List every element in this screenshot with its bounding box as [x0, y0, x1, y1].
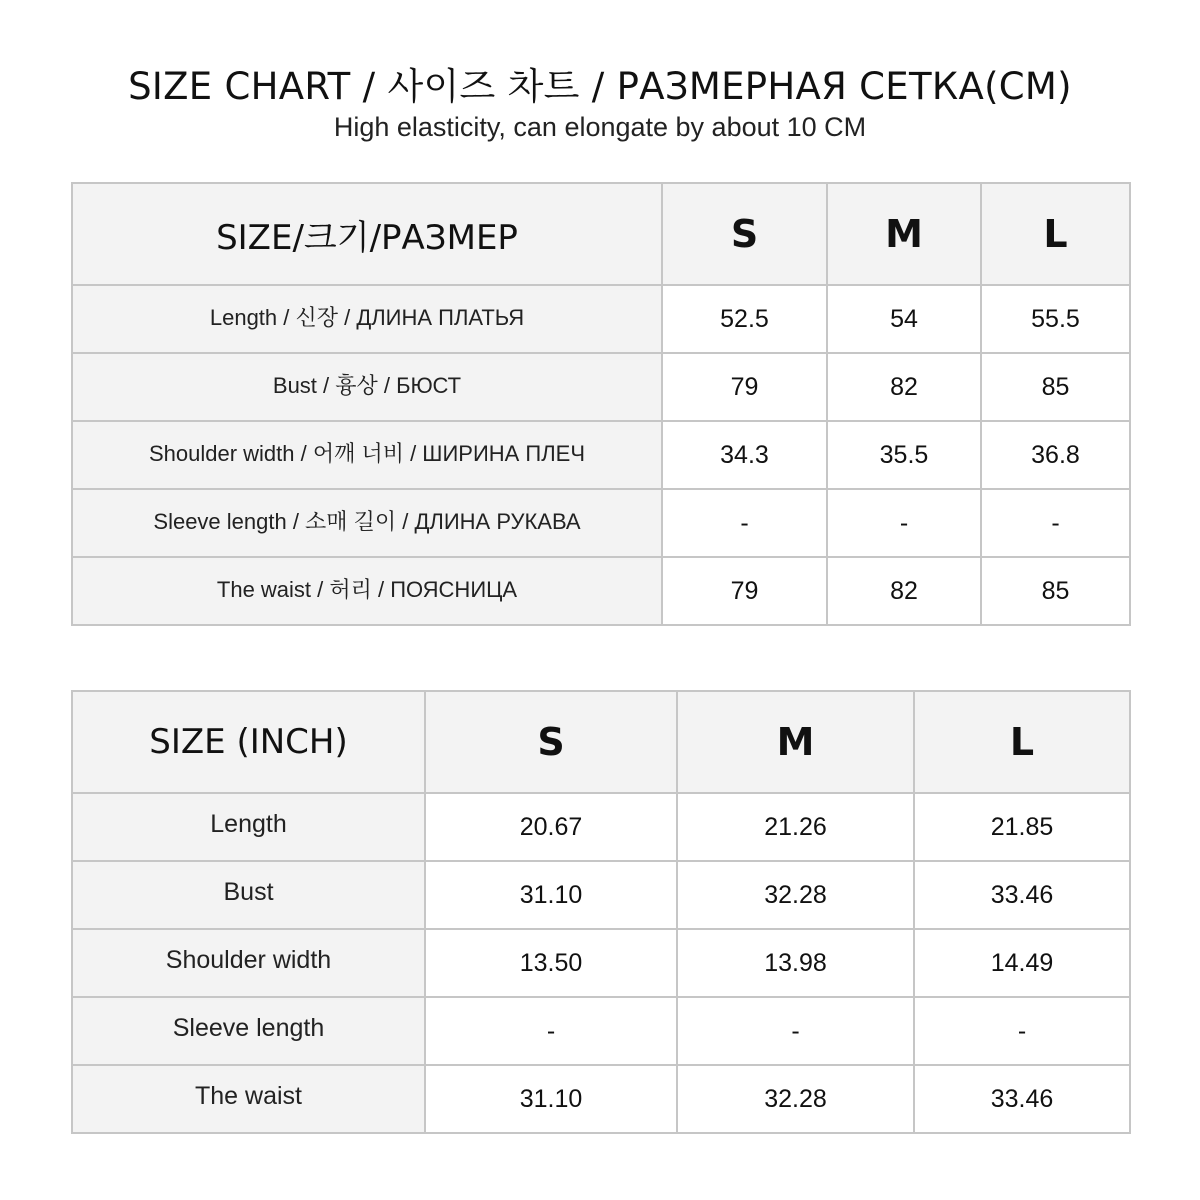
row-label-shoulder-width: [72, 929, 425, 997]
row-label-waist: [72, 1065, 425, 1133]
size-header-m: M: [827, 183, 981, 285]
row-label-text: Shoulder width: [165, 945, 332, 974]
table-row: [72, 489, 1130, 557]
table-row: [72, 353, 1130, 421]
table-row: [72, 861, 1130, 929]
value-cell: 31.10: [425, 861, 677, 929]
size-header-m: M: [677, 691, 914, 793]
value-cell: 54: [827, 285, 981, 353]
row-label-text: Sleeve length: [172, 1013, 325, 1042]
value-cell: 85: [981, 557, 1130, 625]
row-label-text: Sleeve length / 소매 길이 / ДЛИНА РУКАВА: [153, 508, 581, 534]
row-label-text: Length / 신장 / ДЛИНА ПЛАТЬЯ: [209, 304, 525, 330]
row-label-sleeve-length: [72, 997, 425, 1065]
page-title: SIZE CHART / 사이즈 차트 / РАЗМЕРНАЯ СЕТКА(CM): [128, 65, 1072, 108]
row-label-text: The waist: [195, 1081, 302, 1110]
row-label-bust: [72, 353, 662, 421]
value-cell: 34.3: [662, 421, 827, 489]
value-cell: 33.46: [914, 1065, 1130, 1133]
row-label-text: Bust: [223, 877, 274, 906]
size-column-header: SIZE (INCH): [72, 691, 425, 793]
table-header-row: [72, 691, 1130, 793]
value-cell: -: [662, 489, 827, 557]
value-cell: 32.28: [677, 1065, 914, 1133]
value-cell: 20.67: [425, 793, 677, 861]
value-cell: 13.50: [425, 929, 677, 997]
table-row: [72, 557, 1130, 625]
row-label-shoulder-width: [72, 421, 662, 489]
value-cell: 79: [662, 353, 827, 421]
row-label-length: [72, 285, 662, 353]
value-cell: 82: [827, 557, 981, 625]
size-chart-inch-table: [71, 690, 1131, 1134]
size-header-l: L: [914, 691, 1130, 793]
row-label-waist: [72, 557, 662, 625]
row-label-text: The waist / 허리 / ПОЯСНИЦА: [216, 576, 518, 602]
value-cell: 52.5: [662, 285, 827, 353]
value-cell: 32.28: [677, 861, 914, 929]
page-subtitle: High elasticity, can elongate by about 10 CM: [333, 112, 867, 142]
row-label-text: Length: [210, 809, 287, 838]
value-cell: 36.8: [981, 421, 1130, 489]
row-label-bust: [72, 861, 425, 929]
value-cell: 13.98: [677, 929, 914, 997]
value-cell: -: [425, 997, 677, 1065]
table-row: [72, 929, 1130, 997]
value-cell: -: [914, 997, 1130, 1065]
value-cell: 21.85: [914, 793, 1130, 861]
value-cell: 35.5: [827, 421, 981, 489]
row-label-text: Shoulder width / 어깨 너비 / ШИРИНА ПЛЕЧ: [148, 440, 586, 466]
value-cell: 14.49: [914, 929, 1130, 997]
size-column-header: SIZE/크기/РАЗМЕР: [72, 183, 662, 285]
value-cell: -: [827, 489, 981, 557]
value-cell: 31.10: [425, 1065, 677, 1133]
table-row: [72, 1065, 1130, 1133]
table-row: [72, 997, 1130, 1065]
table-row: [72, 285, 1130, 353]
row-label-length: [72, 793, 425, 861]
value-cell: 85: [981, 353, 1130, 421]
value-cell: 21.26: [677, 793, 914, 861]
value-cell: 55.5: [981, 285, 1130, 353]
table-header-row: [72, 183, 1130, 285]
size-chart-cm-table: [71, 182, 1131, 626]
value-cell: -: [677, 997, 914, 1065]
size-header-s: S: [662, 183, 827, 285]
row-label-sleeve-length: [72, 489, 662, 557]
size-header-s: S: [425, 691, 677, 793]
table-row: [72, 421, 1130, 489]
value-cell: -: [981, 489, 1130, 557]
table-row: [72, 793, 1130, 861]
value-cell: 79: [662, 557, 827, 625]
value-cell: 33.46: [914, 861, 1130, 929]
row-label-text: Bust / 흉상 / БЮСТ: [272, 372, 462, 398]
value-cell: 82: [827, 353, 981, 421]
size-header-l: L: [981, 183, 1130, 285]
